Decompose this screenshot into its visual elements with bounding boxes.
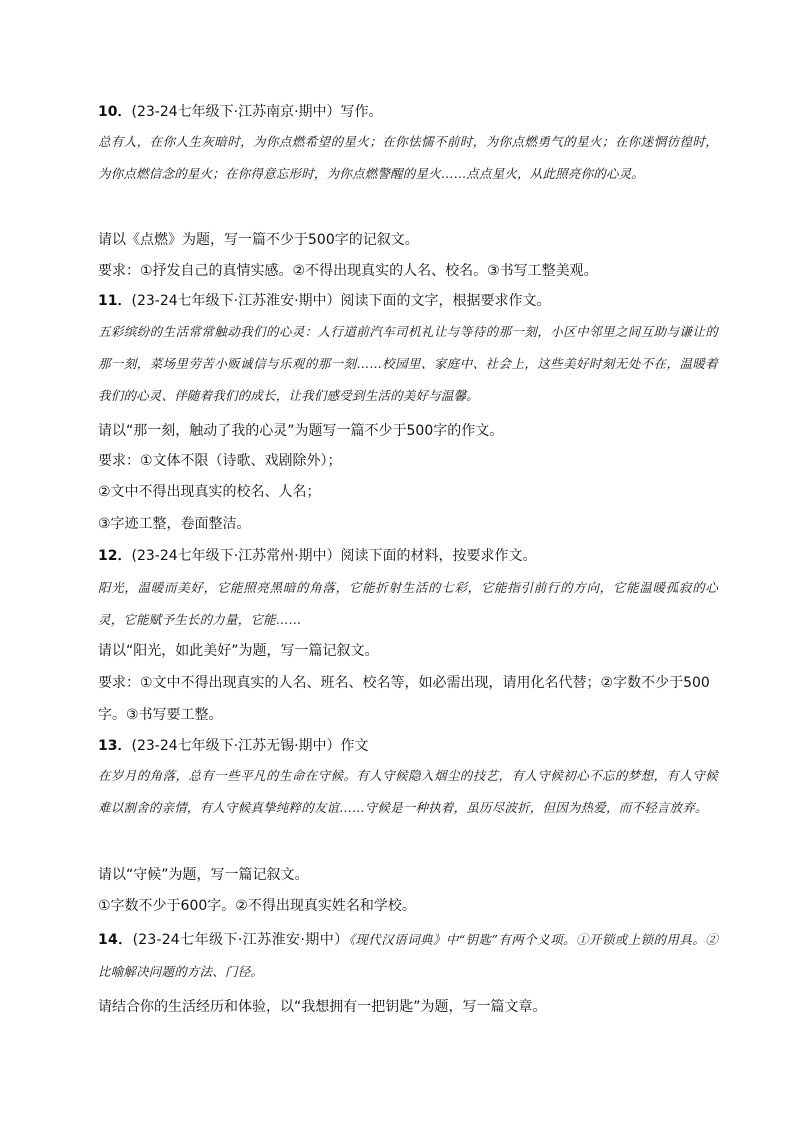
question-12-requirement-1: 要求：①文中不得出现真实的人名、班名、校名等，如必需出现，请用化名代替；②字数不少于500 — [98, 675, 710, 691]
question-13-prompt: 请以“守候”为题，写一篇记叙文。 — [98, 867, 309, 883]
question-11-material: 五彩缤纷的生活常常触动我们的心灵：人行道前汽车司机礼让与等待的那一刻，小区中邻里之间互助与谦让的那一刻，菜场里劳苦小贩诚信与乐观的那一刻……校园里、家庭中、社会上，这些美好时刻无处不在，温暖着我们的心灵、伴随着我们的成长，让我们感受到生活的美好与温馨。 — [98, 324, 718, 403]
question-14-material: 《现代汉语词典》中“钥匙”有两个义项。①开锁或上锁的用具。②比喻解决问题的方法、门径。 — [98, 932, 718, 979]
question-12-requirement-2: 字。③书写要工整。 — [98, 707, 223, 723]
question-11-title — [98, 291, 718, 311]
question-14-number: 14． — [98, 932, 133, 948]
question-10-material: 总有人，在你人生灰暗时，为你点燃希望的星火；在你怯懦不前时，为你点燃勇气的星火；在你迷惘彷徨时，为你点燃信念的星火；在你得意忘形时，为你点燃警醒的星火……点点星火，从此照亮你的心灵。 — [98, 134, 718, 181]
question-12-title — [98, 546, 718, 566]
question-13-source: (23-24七年级下·江苏无锡·期中）作文 — [131, 738, 369, 754]
question-12-material: 阳光，温暖而美好，它能照亮黑暗的角落，它能折射生活的七彩，它能指引前行的方向，它能温暖孤寂的心灵，它能赋予生长的力量，它能…… — [98, 580, 718, 627]
question-11-requirement-3: ③字迹工整，卷面整洁。 — [98, 516, 251, 532]
question-11-requirement-2: ②文中不得出现真实的校名、人名； — [98, 484, 321, 500]
question-10-title — [98, 102, 718, 122]
question-10-prompt: 请以《点燃》为题，写一篇不少于500字的记叙文。 — [98, 232, 419, 248]
question-14-source: (23-24七年级下·江苏淮安·期中） — [132, 932, 349, 948]
question-13-title — [98, 736, 718, 756]
question-11-number: 11． — [98, 293, 132, 309]
question-11-requirement-1: 要求：①文体不限（诗歌、戏剧除外）； — [98, 453, 342, 469]
question-13-material: 在岁月的角落，总有一些平凡的生命在守候。有人守候隐入烟尘的技艺，有人守候初心不忘的梦想，有人守候难以割舍的亲情，有人守候真挚纯粹的友谊……守候是一种执着，虽历尽波折，但因为热爱，而不轻言放弃。 — [98, 768, 718, 815]
question-10-requirements: 要求：①抒发自己的真情实感。②不得出现真实的人名、校名。③书写工整美观。 — [98, 263, 598, 279]
question-12-source: (23-24七年级下·江苏常州·期中）阅读下面的材料，按要求作文。 — [131, 548, 537, 564]
question-11-source: (23-24七年级下·江苏淮安·期中）阅读下面的文字，根据要求作文。 — [131, 293, 551, 309]
question-11-prompt: 请以“那一刻，触动了我的心灵”为题写一篇不少于500字的作文。 — [98, 423, 504, 439]
question-13-number: 13． — [98, 738, 132, 754]
question-10-number: 10． — [98, 104, 132, 120]
question-14-title — [98, 924, 718, 988]
question-12-prompt: 请以“阳光，如此美好”为题，写一篇记叙文。 — [98, 643, 379, 659]
question-10-source: (23-24七年级下·江苏南京·期中）写作。 — [131, 104, 383, 120]
question-14-prompt: 请结合你的生活经历和体验，以“我想拥有一把钥匙”为题，写一篇文章。 — [98, 999, 547, 1015]
question-12-number: 12． — [98, 548, 132, 564]
question-13-requirements: ①字数不少于600字。②不得出现真实姓名和学校。 — [98, 898, 416, 914]
